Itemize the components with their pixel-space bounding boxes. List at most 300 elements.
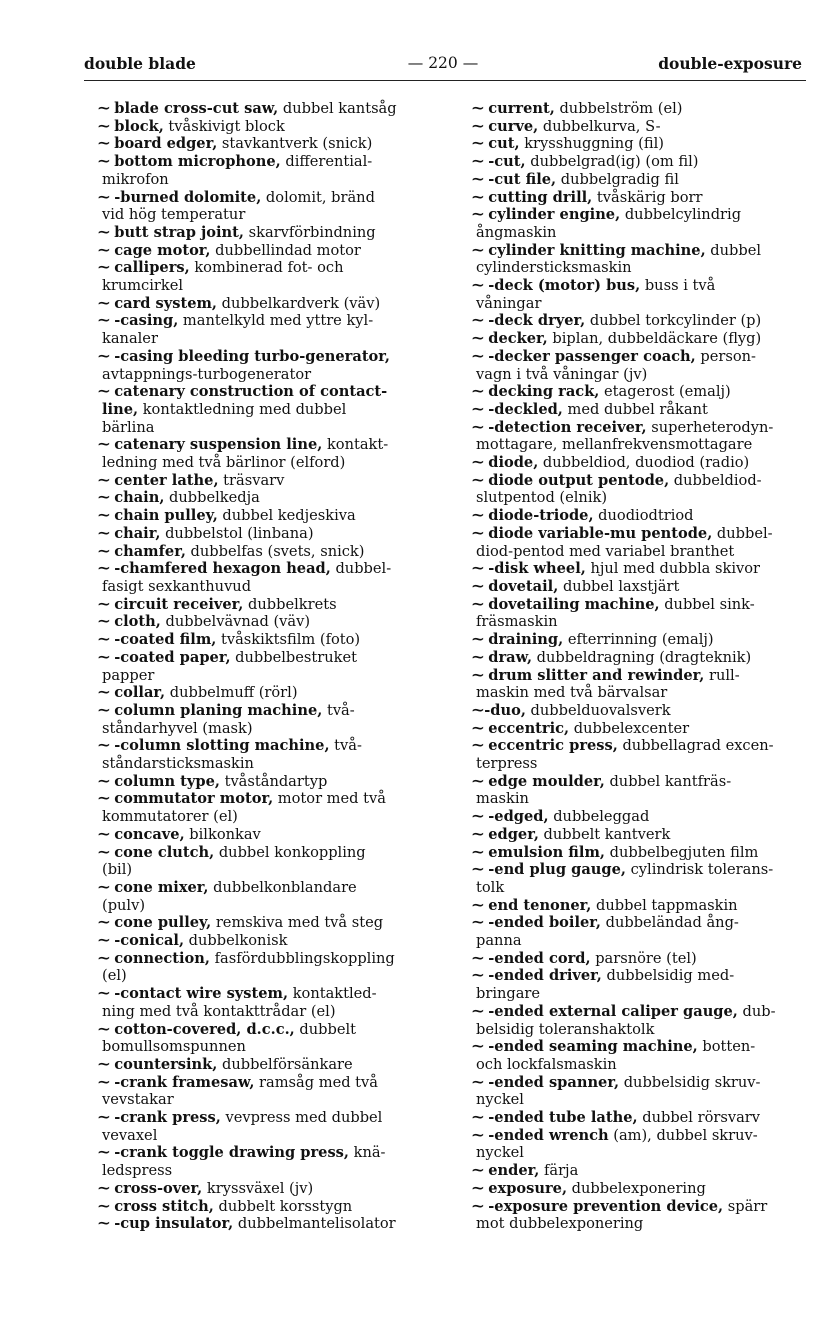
dictionary-entry <box>96 985 438 1020</box>
dictionary-entry <box>96 436 438 472</box>
dictionary-entry <box>470 135 812 153</box>
dictionary-entry <box>96 1109 438 1144</box>
header-right-guide-word: double-exposure <box>658 54 802 73</box>
entry-definition: tvåståndartyp <box>219 772 328 790</box>
entry-definition: differential- mikrofon <box>102 153 373 188</box>
swung-dash-icon: ~ <box>96 825 112 843</box>
entry-term: edger, <box>488 825 539 843</box>
dictionary-entry <box>470 666 812 702</box>
entry-term: dovetail, <box>488 577 559 595</box>
entry-term: blade cross-cut saw, <box>114 100 279 117</box>
entry-term: drum slitter and rewinder, <box>488 666 705 684</box>
swung-dash-icon: ~ <box>470 577 486 595</box>
swung-dash-icon: ~ <box>470 701 486 719</box>
entry-definition: dubbelgradig fil <box>556 170 679 188</box>
entry-definition: knä- ledspress <box>102 1144 386 1180</box>
page-header <box>84 54 802 76</box>
swung-dash-icon: ~ <box>470 560 486 578</box>
entry-term: -ended boiler, <box>488 914 601 932</box>
entry-definition: dubbeldiod, duodiod (radio) <box>538 454 750 472</box>
swung-dash-icon: ~ <box>96 1144 112 1162</box>
entry-term: -decker passenger coach, <box>488 347 696 365</box>
swung-dash-icon: ~ <box>96 241 112 259</box>
entry-term: -ended seaming machine, <box>488 1038 698 1056</box>
swung-dash-icon: ~ <box>96 471 112 489</box>
entry-definition: dubbelcylindrig ångmaskin <box>476 206 742 241</box>
swung-dash-icon: ~ <box>470 772 486 790</box>
entry-definition: person- vagn i två våningar (jv) <box>476 347 756 383</box>
dictionary-entry <box>470 719 812 738</box>
entry-term: decking rack, <box>488 383 600 401</box>
swung-dash-icon: ~ <box>96 648 112 666</box>
entry-term: center lathe, <box>114 471 219 489</box>
entry-definition: tvåskivigt block <box>163 117 285 135</box>
dictionary-entry <box>470 383 812 401</box>
entry-term: -cut, <box>488 153 526 171</box>
swung-dash-icon: ~ <box>470 967 486 985</box>
swung-dash-icon: ~ <box>470 1126 486 1144</box>
swung-dash-icon: ~ <box>96 790 112 808</box>
swung-dash-icon: ~ <box>470 507 486 525</box>
entry-definition: dubbelbegjuten film <box>604 843 759 861</box>
dictionary-entry <box>470 170 812 189</box>
dictionary-entry <box>96 347 438 383</box>
dictionary-entry <box>96 613 438 631</box>
entry-term: cut, <box>488 135 520 153</box>
entry-definition: hjul med dubbla skivor <box>585 560 760 578</box>
swung-dash-icon: ~ <box>470 100 486 117</box>
swung-dash-icon: ~ <box>470 117 486 135</box>
swung-dash-icon: ~ <box>96 631 112 649</box>
entry-term: -exposure prevention device, <box>488 1197 724 1215</box>
entry-term: diode variable-mu pentode, <box>488 524 713 542</box>
swung-dash-icon: ~ <box>96 1020 112 1038</box>
entry-definition: dubbel cylindersticksmaskin <box>476 241 762 277</box>
dictionary-entry <box>96 825 438 844</box>
entry-term: diode, <box>488 454 539 472</box>
entry-definition: cylindrisk tolerans- tolk <box>476 861 774 896</box>
dictionary-entry <box>470 808 812 826</box>
swung-dash-icon: ~ <box>96 436 112 454</box>
dictionary-entry <box>470 241 812 277</box>
entry-definition: dubbelexponering <box>567 1179 706 1197</box>
entry-definition: stavkantverk (snick) <box>217 135 373 153</box>
dictionary-entry <box>470 277 812 312</box>
swung-dash-icon: ~ <box>470 277 486 295</box>
dictionary-entry <box>470 914 812 950</box>
entry-term: -disk wheel, <box>488 560 586 578</box>
dictionary-entry <box>96 914 438 932</box>
swung-dash-icon: ~ <box>96 932 112 950</box>
dictionary-entry <box>96 135 438 153</box>
swung-dash-icon: ~ <box>470 1109 486 1127</box>
swung-dash-icon: ~ <box>470 737 486 755</box>
entry-term: ender, <box>488 1162 540 1180</box>
entry-definition: dubbel kedjeskiva <box>217 507 356 525</box>
swung-dash-icon: ~ <box>96 100 112 117</box>
swung-dash-icon: ~ <box>470 206 486 224</box>
dictionary-entry <box>470 825 812 844</box>
entry-term: -duo, <box>484 701 526 719</box>
swung-dash-icon: ~ <box>96 153 112 171</box>
entry-definition: parsnöre (tel) <box>590 949 697 967</box>
swung-dash-icon: ~ <box>96 188 112 206</box>
swung-dash-icon: ~ <box>470 153 486 171</box>
entry-term: -ended external caliper gauge, <box>488 1002 738 1020</box>
dictionary-entry <box>470 312 812 330</box>
entry-term: -deckled, <box>488 400 563 418</box>
entry-term: concave, <box>114 825 185 843</box>
swung-dash-icon: ~ <box>96 294 112 312</box>
dictionary-entry <box>96 1144 438 1180</box>
entry-definition: dubbelduovalsverk <box>525 701 671 719</box>
entry-definition: remskiva med två steg <box>211 914 384 932</box>
dictionary-entry <box>96 737 438 773</box>
dictionary-entry <box>470 507 812 525</box>
dictionary-column-left <box>96 100 438 1233</box>
dictionary-entry <box>96 631 438 649</box>
entry-definition: (am), dubbel skruv- nyckel <box>476 1126 758 1162</box>
entry-definition: dubbelsidig skruv- nyckel <box>476 1073 761 1109</box>
swung-dash-icon: ~ <box>470 808 486 826</box>
dictionary-entry <box>96 684 438 702</box>
entry-term: eccentric, <box>488 719 570 737</box>
entry-term: -ended tube lathe, <box>488 1109 638 1127</box>
entry-definition: dubbel sink- fräsmaskin <box>476 595 755 631</box>
entry-definition: spärr mot dubbelexponering <box>476 1197 768 1233</box>
entry-term: countersink, <box>114 1055 218 1073</box>
dictionary-entry <box>96 1073 438 1109</box>
entry-definition: dubbelkonblandare (pulv) <box>102 878 357 914</box>
entry-definition: dubbelkonisk <box>184 932 288 950</box>
dictionary-entry <box>470 577 812 596</box>
entry-definition: träsvarv <box>218 471 285 489</box>
entry-term: -column slotting machine, <box>114 737 330 755</box>
swung-dash-icon: ~ <box>470 1002 486 1020</box>
dictionary-entry <box>96 489 438 507</box>
entry-definition: dubbelvävnad (väv) <box>160 613 311 631</box>
entry-definition: botten- och lockfalsmaskin <box>476 1038 756 1073</box>
entry-definition: dubbeländad ång- panna <box>476 914 739 950</box>
entry-definition: tvåskärig borr <box>592 188 703 206</box>
entry-term: cylinder engine, <box>488 206 621 224</box>
entry-definition: dubbelkrets <box>243 595 337 613</box>
dictionary-entry <box>470 843 812 862</box>
entry-definition: dubbel torkcylinder (p) <box>585 312 762 330</box>
dictionary-entry <box>470 471 812 507</box>
entry-term: column type, <box>114 772 220 790</box>
entry-term: block, <box>114 117 164 135</box>
swung-dash-icon: ~ <box>470 949 486 967</box>
entry-term: bottom microphone, <box>114 153 281 171</box>
swung-dash-icon: ~ <box>96 701 112 719</box>
entry-definition: motor med två kommutatorer (el) <box>102 790 386 826</box>
swung-dash-icon: ~ <box>96 878 112 896</box>
entry-term: -contact wire system, <box>114 985 289 1003</box>
dictionary-entry <box>96 790 438 826</box>
dictionary-entry <box>470 1179 812 1198</box>
dictionary-entry <box>470 1197 812 1233</box>
entry-term: end tenoner, <box>488 896 592 914</box>
swung-dash-icon: ~ <box>470 312 486 330</box>
swung-dash-icon: ~ <box>470 400 486 418</box>
entry-term: -ended wrench <box>488 1126 609 1144</box>
swung-dash-icon: ~ <box>96 985 112 1003</box>
swung-dash-icon: ~ <box>96 259 112 277</box>
dictionary-entry <box>470 949 812 968</box>
entry-definition: avtappnings-turbogenerator <box>102 365 312 383</box>
dictionary-entry <box>96 1215 438 1233</box>
entry-term: draw, <box>488 648 533 666</box>
swung-dash-icon: ~ <box>470 719 486 737</box>
entry-definition: superheterodyn- mottagare, mellanfrekvensmottagare <box>476 418 774 454</box>
entry-definition: dubbeldiod- slutpentod (elnik) <box>476 471 762 507</box>
entry-definition: krysshuggning (fil) <box>519 135 664 153</box>
entry-definition: dubbel kantfräs- maskin <box>476 772 732 808</box>
entry-definition: buss i två våningar <box>476 277 716 312</box>
dictionary-entry <box>96 117 438 136</box>
swung-dash-icon: ~ <box>96 117 112 135</box>
swung-dash-icon: ~ <box>96 737 112 755</box>
entry-term: connection, <box>114 949 210 967</box>
swung-dash-icon: ~ <box>470 347 486 365</box>
dictionary-entry <box>470 1109 812 1127</box>
entry-term: collar, <box>114 684 166 702</box>
dictionary-entry <box>470 896 812 915</box>
entry-term: emulsion film, <box>488 843 605 861</box>
entry-term: circuit receiver, <box>114 595 244 613</box>
dictionary-entry <box>96 524 438 543</box>
dictionary-entry <box>470 737 812 773</box>
entry-definition: dubbelt bomullsomspunnen <box>102 1020 356 1056</box>
swung-dash-icon: ~ <box>470 1197 486 1215</box>
entry-definition: två- ståndarsticksmaskin <box>102 737 362 773</box>
swung-dash-icon: ~ <box>470 825 486 843</box>
entry-term: butt strap joint, <box>114 223 244 241</box>
swung-dash-icon: ~ <box>96 1073 112 1091</box>
entry-term: -crank framesaw, <box>114 1073 255 1091</box>
dictionary-entry <box>96 259 438 295</box>
dictionary-entry <box>96 1197 438 1216</box>
entry-definition: dubbel- fasigt sexkanthuvud <box>102 560 392 595</box>
entry-definition: dubbelkurva, S- <box>538 117 661 135</box>
dictionary-entry <box>470 967 812 1003</box>
entry-definition: kombinerad fot- och krumcirkel <box>102 259 344 295</box>
entry-definition: dubbelbestruket papper <box>102 648 357 684</box>
dictionary-entry <box>96 241 438 260</box>
swung-dash-icon: ~ <box>470 135 486 153</box>
entry-definition: dubbelkedja <box>164 489 260 507</box>
entry-definition: bilkonkav <box>184 825 261 843</box>
entry-term: chair, <box>114 524 161 542</box>
entry-definition: dubbelgrad(ig) (om fil) <box>525 153 699 171</box>
entry-term: -casing bleeding turbo-generator, <box>114 347 390 365</box>
swung-dash-icon: ~ <box>96 347 112 365</box>
swung-dash-icon: ~ <box>96 223 112 241</box>
entry-term: eccentric press, <box>488 737 618 755</box>
entry-definition: efterrinning (emalj) <box>563 631 714 649</box>
dictionary-entry <box>96 471 438 490</box>
entry-term: cross-over, <box>114 1179 203 1197</box>
dictionary-entry <box>470 1038 812 1073</box>
swung-dash-icon: ~ <box>470 1038 486 1056</box>
dictionary-entry <box>96 1020 438 1056</box>
entry-definition: vevpress med dubbel vevaxel <box>102 1109 383 1144</box>
entry-term: cutting drill, <box>488 188 593 206</box>
swung-dash-icon: ~ <box>96 312 112 330</box>
dictionary-entry <box>470 701 812 720</box>
entry-definition: kontakt- ledning med två bärlinor (elford) <box>102 436 389 472</box>
dictionary-entry <box>96 312 438 348</box>
page-number: — 220 — <box>407 54 479 72</box>
entry-definition: dubbel- diod-pentod med variabel branthet <box>476 524 773 560</box>
entry-term: column planing machine, <box>114 701 323 719</box>
entry-term: cloth, <box>114 613 161 631</box>
dictionary-entry <box>470 100 812 118</box>
entry-definition: dubbelt kantverk <box>538 825 671 843</box>
entry-term: -conical, <box>114 932 185 950</box>
swung-dash-icon: ~ <box>96 489 112 507</box>
entry-definition: etagerost (emalj) <box>599 383 731 401</box>
dictionary-column-right <box>470 100 812 1233</box>
swung-dash-icon: ~ <box>470 241 486 259</box>
dictionary-entry <box>470 1126 812 1162</box>
entry-term: -deck (motor) bus, <box>488 277 641 295</box>
entry-term: -ended cord, <box>488 949 591 967</box>
entry-definition: dubbelmantelisolator <box>233 1215 396 1233</box>
swung-dash-icon: ~ <box>470 896 486 914</box>
dictionary-entry <box>470 648 812 667</box>
entry-term: cone pulley, <box>114 914 212 932</box>
entry-term: current, <box>488 100 555 117</box>
entry-definition: skarvförbindning <box>244 223 376 241</box>
entry-definition: dubbelström (el) <box>554 100 683 117</box>
entry-term: draining, <box>488 631 564 649</box>
entry-definition: ramsåg med två vevstakar <box>102 1073 378 1109</box>
entry-term: -coated film, <box>114 631 217 649</box>
entry-term: cross stitch, <box>114 1197 214 1215</box>
dictionary-entry <box>96 595 438 614</box>
entry-definition: dubbeldragning (dragteknik) <box>532 648 752 666</box>
entry-definition: dolomit, bränd vid hög temperatur <box>102 188 375 224</box>
entry-term: card system, <box>114 294 218 312</box>
swung-dash-icon: ~ <box>96 383 112 401</box>
swung-dash-icon: ~ <box>470 1073 486 1091</box>
dictionary-entry <box>96 223 438 242</box>
dictionary-entry <box>96 1055 438 1074</box>
entry-term: diode output pentode, <box>488 471 670 489</box>
swung-dash-icon: ~ <box>470 666 486 684</box>
entry-term: exposure, <box>488 1179 568 1197</box>
entry-term: curve, <box>488 117 539 135</box>
entry-definition: dubbelfas (svets, snick) <box>185 542 365 560</box>
swung-dash-icon: ~ <box>470 471 486 489</box>
dictionary-entry <box>96 843 438 879</box>
entry-term: -chamfered hexagon head, <box>114 560 331 578</box>
swung-dash-icon: ~ <box>96 135 112 153</box>
entry-term: -cut file, <box>488 170 557 188</box>
entry-term: -casing, <box>114 312 179 330</box>
entry-definition: tvåskiktsfilm (foto) <box>216 631 361 649</box>
entry-term: cone mixer, <box>114 878 209 896</box>
entry-term: -deck dryer, <box>488 312 586 330</box>
dictionary-entry <box>470 117 812 136</box>
entry-term: -coated paper, <box>114 648 231 666</box>
swung-dash-icon: ~ <box>96 560 112 578</box>
entry-definition: dubbelt korsstygn <box>213 1197 353 1215</box>
entry-definition: dubbel tappmaskin <box>591 896 738 914</box>
entry-definition: duodiodtriod <box>593 507 694 525</box>
dictionary-entry <box>96 188 438 224</box>
swung-dash-icon: ~ <box>96 843 112 861</box>
entry-definition: dubbeleggad <box>548 808 650 826</box>
entry-definition: dubbelkardverk (väv) <box>217 294 381 312</box>
entry-term: chain pulley, <box>114 507 218 525</box>
dictionary-entry <box>470 772 812 808</box>
dictionary-entry <box>470 524 812 560</box>
entry-definition: kryssväxel (jv) <box>202 1179 314 1197</box>
entry-definition: dubbellindad motor <box>210 241 361 259</box>
swung-dash-icon: ~ <box>96 613 112 631</box>
dictionary-entry <box>96 932 438 950</box>
dictionary-entry <box>470 595 812 631</box>
dictionary-entry <box>470 1073 812 1109</box>
dictionary-entry <box>96 153 438 188</box>
entry-term: dovetailing machine, <box>488 595 660 613</box>
swung-dash-icon: ~ <box>96 1215 112 1233</box>
entry-term: -cup insulator, <box>114 1215 234 1233</box>
swung-dash-icon: ~ <box>470 631 486 649</box>
entry-definition: kontaktledning med dubbel bärlina <box>102 400 347 436</box>
dictionary-entry <box>470 153 812 171</box>
entry-term: board edger, <box>114 135 218 153</box>
entry-term: -burned dolomite, <box>114 188 262 206</box>
entry-term: edge moulder, <box>488 772 605 790</box>
entry-term: callipers, <box>114 259 190 277</box>
entry-term: cone clutch, <box>114 843 215 861</box>
swung-dash-icon: ~ <box>470 454 486 472</box>
entry-definition: dubbel konkoppling (bil) <box>102 843 366 879</box>
dictionary-entry <box>96 507 438 525</box>
entry-definition: dubbel kantsåg <box>278 100 397 117</box>
dictionary-entry <box>96 560 438 595</box>
swung-dash-icon: ~ <box>470 595 486 613</box>
header-rule <box>84 80 806 81</box>
swung-dash-icon: ~ <box>96 684 112 702</box>
dictionary-entry <box>470 560 812 578</box>
dictionary-entry <box>96 772 438 791</box>
entry-definition: dubbel rörsvarv <box>637 1109 761 1127</box>
dictionary-entry <box>470 206 812 241</box>
entry-term: chamfer, <box>114 542 186 560</box>
dictionary-entry <box>96 542 438 561</box>
entry-term: cage motor, <box>114 241 211 259</box>
swung-dash-icon: ~ <box>96 949 112 967</box>
swung-dash-icon: ~ <box>470 188 486 206</box>
swung-dash-icon: ~ <box>470 383 486 401</box>
dictionary-entry <box>470 1162 812 1180</box>
dictionary-entry <box>96 383 438 436</box>
entry-term: commutator motor, <box>114 790 274 808</box>
entry-definition: dubbelförsänkare <box>217 1055 353 1073</box>
swung-dash-icon: ~ <box>96 595 112 613</box>
dictionary-entry <box>96 949 438 985</box>
swung-dash-icon: ~ <box>470 1162 486 1180</box>
header-left-guide-word: double blade <box>84 54 196 73</box>
entry-term: catenary suspension line, <box>114 436 323 454</box>
entry-definition: dubbelexcenter <box>569 719 690 737</box>
swung-dash-icon: ~ <box>470 648 486 666</box>
